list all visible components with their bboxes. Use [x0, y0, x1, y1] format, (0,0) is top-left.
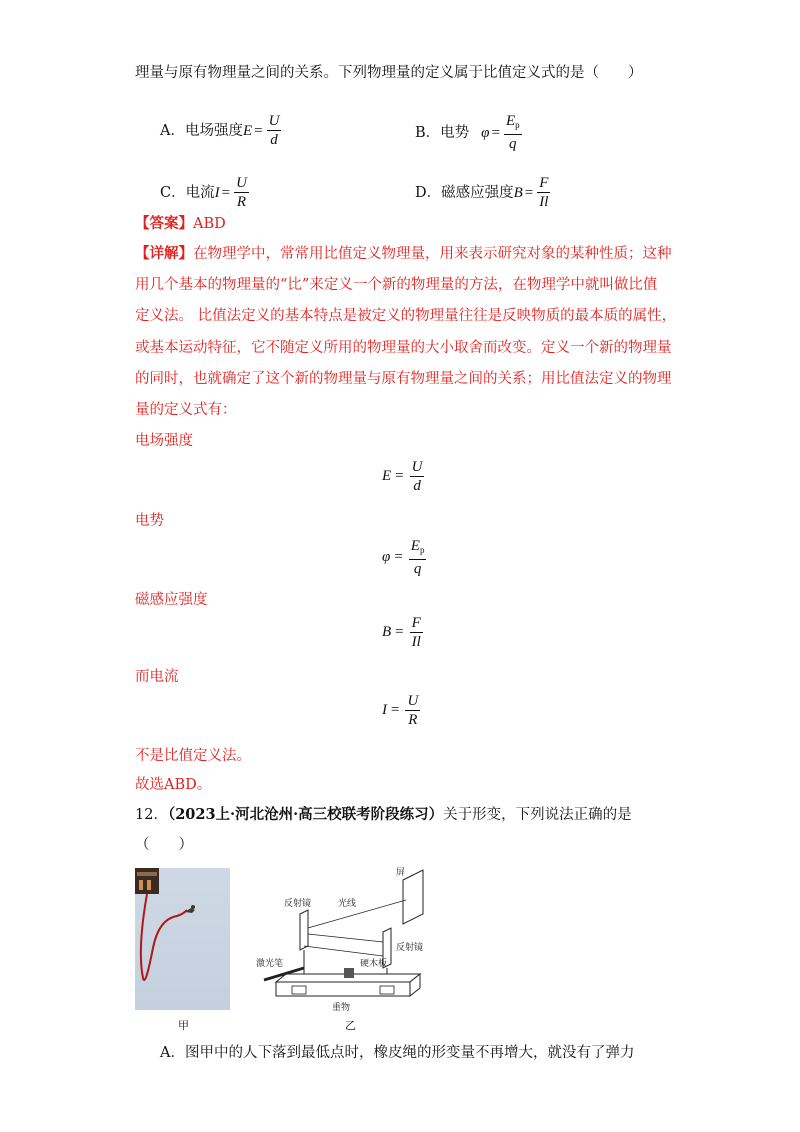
- option-a-lhs: E: [242, 122, 253, 139]
- figure-yi-caption: 乙: [345, 1019, 356, 1032]
- b-field-label: 磁感应强度: [135, 592, 208, 608]
- current-label: 而电流: [135, 669, 179, 685]
- answer-value: ABD: [193, 216, 226, 232]
- label-mirror-2: 反射镜: [396, 943, 424, 953]
- option-b: B．电势 φ = $\frac{E_p}{q}$: [415, 113, 520, 152]
- light-ray-3: [304, 946, 383, 956]
- option-d-lhs: B: [513, 184, 523, 201]
- label-weight: 重物: [332, 1003, 351, 1012]
- equation-e: E = $\frac{U}{d}$: [382, 459, 423, 494]
- explanation-line-6: 量的定义式有：: [135, 402, 237, 418]
- option-b-lhs: φ: [481, 124, 490, 141]
- explanation-line-1: 【详解】在物理学中，常常用比值定义物理量，用来表示研究对象的某种性质；这种: [135, 245, 672, 262]
- question-intro-line: 理量与原有物理量之间的关系。下列物理量的定义属于比值定义式的是（ ）: [135, 65, 643, 81]
- not-ratio-line: 不是比值定义法。: [135, 748, 251, 764]
- explanation-line-5: 的同时，也就确定了这个新的物理量与原有物理量之间的关系；用比值法定义的物理: [135, 371, 672, 387]
- label-mirror-1: 反射镜: [284, 899, 312, 909]
- option-b-label: B．电势: [415, 124, 470, 141]
- label-laser: 激光笔: [256, 959, 284, 969]
- light-ray-2: [308, 934, 383, 942]
- q12-stem: [135, 805, 632, 825]
- explanation-tag: 【详解】: [135, 245, 193, 262]
- q12-source: （2023上·河北沧州·高三校联考阶段练习）: [167, 806, 444, 823]
- option-c-label: C．电流: [160, 184, 215, 201]
- weight-shape: [344, 968, 354, 978]
- option-c-lhs: I: [214, 184, 220, 201]
- option-d-fraction: $\frac{F}{Il}$: [539, 175, 549, 210]
- q12-text: 关于形变，下列说法正确的是: [443, 807, 632, 823]
- option-a: A．电场强度 E = $\frac{U}{d}$: [160, 113, 280, 148]
- q12-option-a: A．图甲中的人下落到最低点时，橡皮绳的形变量不再增大，就没有了弹力: [160, 1045, 635, 1061]
- figure-yi-diagram: [248, 862, 438, 1012]
- option-c-fraction: $\frac{U}{R}$: [236, 175, 247, 210]
- figure-jia-caption: 甲: [178, 1019, 189, 1032]
- explanation-line-2: 用几个基本的物理量的“比”来定义一个新的物理量的方法，在物理学中就叫做比值: [135, 277, 658, 293]
- conclusion-line: 故选ABD。: [135, 777, 212, 793]
- label-board: 硬木板: [360, 959, 388, 969]
- label-light: 光线: [338, 899, 357, 909]
- potential-label: 电势: [135, 513, 164, 529]
- screen-shape: [403, 870, 423, 924]
- option-d-label: D．磁感应强度: [415, 184, 514, 201]
- answer-line: [135, 214, 226, 234]
- explanation-line-3: 定义法。 比值法定义的基本特点是被定义的物理量往往是反映物质的最本质的属性，: [135, 308, 677, 324]
- option-d: D．磁感应强度 B = $\frac{F}{Il}$: [415, 175, 549, 210]
- option-c: C．电流 I = $\frac{U}{R}$: [160, 175, 247, 210]
- bungee-jump-illustration: [135, 868, 230, 1010]
- equation-phi: φ = $\frac{E_p}{q}$: [382, 538, 425, 577]
- label-screen: 屏: [396, 868, 406, 878]
- equation-i: I = $\frac{U}{R}$: [382, 693, 419, 728]
- equation-b: B = $\frac{F}{Il}$: [382, 615, 421, 650]
- q12-bracket: （ ）: [135, 837, 193, 853]
- light-ray-1: [308, 900, 406, 928]
- explanation-line-4: 或基本运动特征，它不随定义所用的物理量的大小取舍而改变。定义一个新的物理量: [135, 340, 672, 356]
- q12-number: 12．: [135, 807, 168, 823]
- option-a-label: A．电场强度: [160, 122, 243, 139]
- option-b-fraction: $\frac{E_p}{q}$: [505, 113, 520, 152]
- option-a-fraction: $\frac{U}{d}$: [268, 113, 280, 148]
- figure-jia-photo: [135, 868, 230, 1010]
- answer-tag: 【答案】: [135, 215, 193, 232]
- e-field-label: 电场强度: [135, 433, 193, 449]
- mirror-left-shape: [300, 910, 308, 950]
